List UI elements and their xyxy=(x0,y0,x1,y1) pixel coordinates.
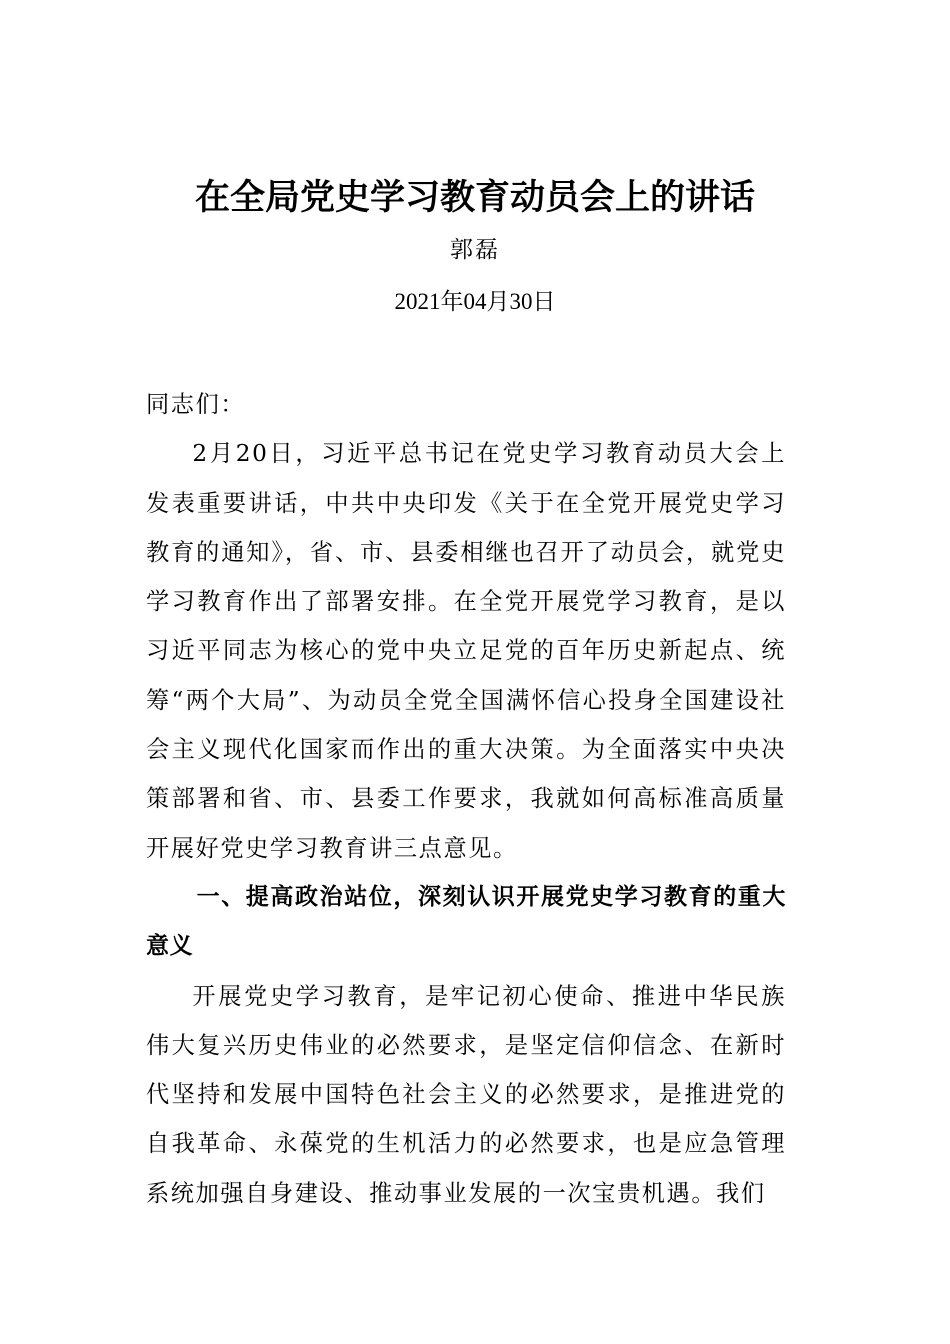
section-paragraph: 开展党史学习教育，是牢记初心使命、推进中华民族伟大复兴历史伟业的必然要求，是坚定信仰信念、在新时代坚持和发展中国特色社会主义的必然要求，是推进党的自我革命、永葆党的生机活力的必然要求，也是应急管理系统加强自身建设、推动事业发展的一次宝贵机遇。我们 xyxy=(146,982,786,1207)
document-title: 在全局党史学习教育动员会上的讲话 xyxy=(194,178,755,218)
document-body xyxy=(146,380,786,1218)
salutation: 同志们： xyxy=(146,391,246,418)
section-heading: 一、提高政治站位，深刻认识开展党史学习教育的重大意义 xyxy=(146,883,786,960)
intro-paragraph: 2月20日，习近平总书记在党史学习教育动员大会上发表重要讲话，中共中央印发《关于在全党开展党史学习教育的通知》，省、市、县委相继也召开了动员会，就党史学习教育作出了部署安排。在全党开展党学习教育，是以习近平同志为核心的党中央立足党的百年历史新起点、统筹“两个大局”、为动员全党全国满怀信心投身全国建设社会主义现代化国家而作出的重大决策。为全面落实中央决策部署和省、市、县委工作要求，我就如何高标准高质量开展好党史学习教育讲三点意见。 xyxy=(146,440,786,862)
document-date: 2021年04月30日 xyxy=(394,289,556,314)
document-author: 郭磊 xyxy=(450,237,500,263)
